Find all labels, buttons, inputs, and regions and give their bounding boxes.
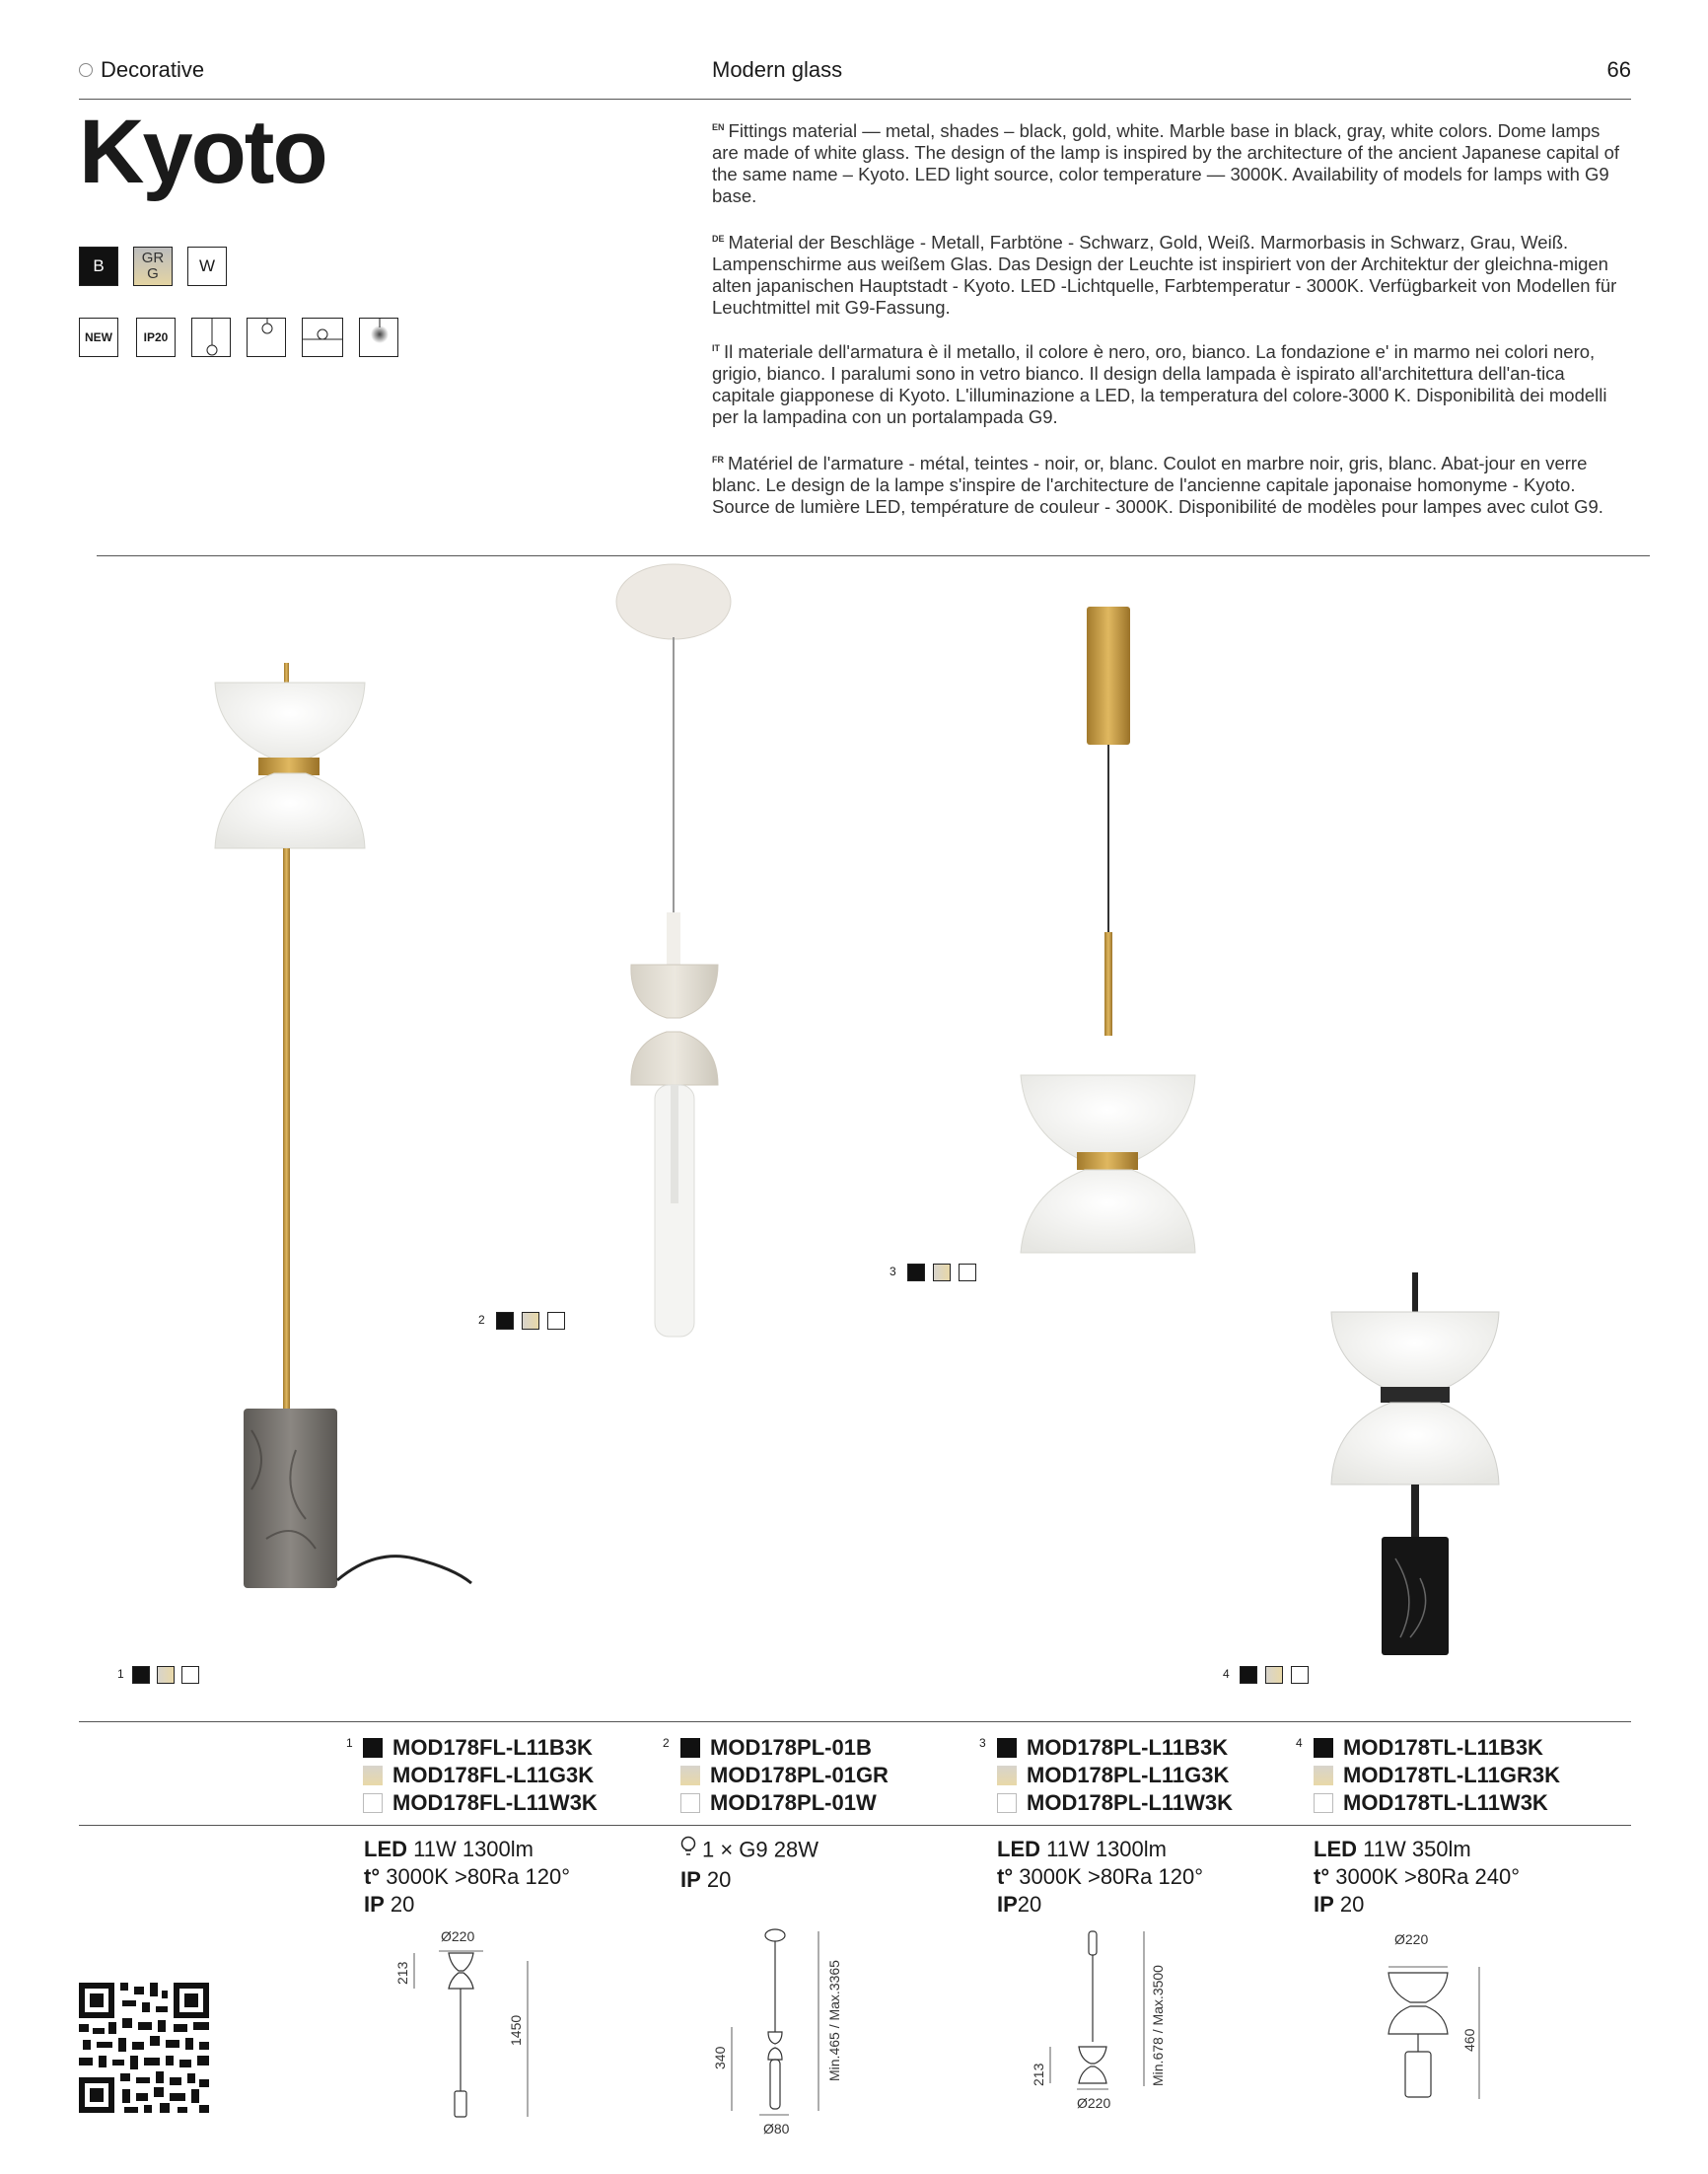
dim-label: 460 bbox=[1461, 2028, 1477, 2052]
product-1-models bbox=[363, 1734, 598, 1817]
mini-swatch-white bbox=[547, 1312, 565, 1330]
description-en: $^{EN}$ Fittings material — metal, shades – black, gold, white. Marble base in black, gray, white colors. Dome lamps are made of white glass. The design of the lamp is inspired by the architecture of the ancient Japanese capital of the same name – Kyoto. LED light source, color temperature — 3000K. Availability of models for lamps with G9 base. bbox=[712, 120, 1620, 207]
dim-label: 213 bbox=[1031, 2063, 1046, 2086]
bulb-icon bbox=[680, 1836, 696, 1866]
wall-icon bbox=[302, 318, 343, 357]
dim-label: Min.465 / Max.3365 bbox=[826, 1960, 842, 2081]
mini-swatch-black bbox=[1240, 1666, 1257, 1684]
model-code: MOD178FL-L11B3K bbox=[392, 1735, 593, 1760]
header-divider bbox=[79, 99, 1631, 100]
models-top-divider bbox=[79, 1721, 1631, 1722]
dim-label: Ø220 bbox=[1077, 2095, 1111, 2111]
pendant-glass-lamp-image bbox=[1021, 607, 1195, 1253]
photo-label-3: 3 bbox=[890, 1265, 896, 1278]
section-label bbox=[79, 57, 204, 83]
model-code: MOD178PL-01B bbox=[710, 1735, 872, 1760]
dim-label: Ø220 bbox=[441, 1928, 475, 1944]
mini-swatch-white bbox=[959, 1264, 976, 1281]
color-swatch-gray-gold: GR G bbox=[133, 247, 173, 286]
mini-swatch-gold bbox=[157, 1666, 175, 1684]
model-code: MOD178TL-L11B3K bbox=[1343, 1735, 1543, 1760]
product-4-specs: LED 11W 350lm t° 3000K >80Ra 240° IP 20 bbox=[1314, 1837, 1521, 1917]
pendant-icon bbox=[191, 318, 231, 357]
dim-label: 340 bbox=[712, 2046, 728, 2069]
model-code: MOD178FL-L11G3K bbox=[392, 1763, 595, 1787]
description-divider bbox=[97, 555, 1650, 556]
product-4-models bbox=[1314, 1734, 1560, 1817]
model-code: MOD178PL-01GR bbox=[710, 1763, 889, 1787]
mini-swatch-white bbox=[181, 1666, 199, 1684]
model-code: MOD178PL-L11G3K bbox=[1027, 1763, 1230, 1787]
page-number: 66 bbox=[1606, 57, 1631, 82]
model-code: MOD178PL-L11B3K bbox=[1027, 1735, 1229, 1760]
mini-swatch-gold bbox=[1265, 1666, 1283, 1684]
model-code: MOD178FL-L11W3K bbox=[392, 1790, 598, 1815]
page-title: Kyoto bbox=[79, 102, 326, 202]
mini-swatch-black bbox=[496, 1312, 514, 1330]
product-number-4: 4 bbox=[1296, 1736, 1303, 1750]
circle-icon bbox=[79, 63, 93, 77]
product-2-models bbox=[680, 1734, 889, 1817]
mini-swatch-gold bbox=[522, 1312, 539, 1330]
light-icon bbox=[359, 318, 398, 357]
table-lamp-image bbox=[1331, 1272, 1499, 1655]
ceiling-icon bbox=[247, 318, 286, 357]
product-number-2: 2 bbox=[663, 1736, 670, 1750]
product-number-1: 1 bbox=[346, 1736, 353, 1750]
model-code: MOD178TL-L11W3K bbox=[1343, 1790, 1548, 1815]
product-number-3: 3 bbox=[979, 1736, 986, 1750]
color-swatch-white: W bbox=[187, 247, 227, 286]
product-3-models bbox=[997, 1734, 1233, 1817]
new-badge: NEW bbox=[79, 318, 118, 357]
dimension-drawings bbox=[0, 1923, 1708, 2150]
floor-lamp-image bbox=[215, 663, 471, 1588]
model-code: MOD178PL-01W bbox=[710, 1790, 877, 1815]
photo-label-4: 4 bbox=[1223, 1667, 1230, 1681]
section-text: Decorative bbox=[101, 57, 205, 82]
collection-label: Modern glass bbox=[712, 57, 843, 82]
photo-label-1: 1 bbox=[117, 1667, 124, 1681]
mini-swatch-gold bbox=[933, 1264, 951, 1281]
pendant-stone-lamp-image bbox=[616, 564, 731, 1337]
product-2-specs: 1 × G9 28W IP 20 bbox=[680, 1837, 819, 1892]
models-bottom-divider bbox=[79, 1825, 1631, 1826]
model-code: MOD178PL-L11W3K bbox=[1027, 1790, 1234, 1815]
description-de: $^{DE}$ Material der Beschläge - Metall, Farbtöne - Schwarz, Gold, Weiß. Marmorbasis in Schwarz, Grau, Weiß. Lampenschirme aus weißem Glas. Das Design der Leuchte ist inspiriert von der Architektur der gleichna-migen alten japanischen Hauptstadt - Kyoto. LED -Lichtquelle, Farbtemperatur - 3000K. Verfügbarkeit von Modellen für Leuchtmittel mit G9-Fassung. bbox=[712, 232, 1617, 319]
color-swatch-black: B bbox=[79, 247, 118, 286]
ip20-badge: IP20 bbox=[136, 318, 176, 357]
product-1-specs: LED 11W 1300lm t° 3000K >80Ra 120° IP 20 bbox=[364, 1837, 571, 1917]
dim-label: Ø80 bbox=[763, 2121, 790, 2137]
description-fr: $^{FR}$ Matériel de l'armature - métal, teintes - noir, or, blanc. Coulot en marbre noir, gris, blanc. Abat-jour en verre blanc. Le design de la lampe s'inspire de l'architecture de l'ancienne capitale japonaise homonyme - Kyoto. Source de lumière LED, température de couleur - 3000K. Disponibilité de modèles pour lampes avec culot G9. bbox=[712, 453, 1603, 518]
qr-code[interactable] bbox=[79, 1983, 209, 2113]
model-code: MOD178TL-L11GR3K bbox=[1343, 1763, 1561, 1787]
dim-label: Min.678 / Max.3500 bbox=[1150, 1965, 1166, 2086]
mini-swatch-white bbox=[1291, 1666, 1309, 1684]
dim-label: Ø220 bbox=[1394, 1931, 1429, 1947]
mini-swatch-black bbox=[907, 1264, 925, 1281]
mini-swatch-black bbox=[132, 1666, 150, 1684]
description-it: $^{IT}$ Il materiale dell'armatura è il metallo, il colore è nero, oro, bianco. La fondazione e' in marmo nei colori nero, grigio, bianco. I paralumi sono in vetro bianco. Il design della lampada è ispirato all'architettura dell'an-tica capitale giapponese di Kyoto. L'illuminazione a LED, la temperatura del colore-3000 K. Disponibilità dei modelli per la lampadina con un portalampada G9. bbox=[712, 341, 1607, 428]
product-3-specs: LED 11W 1300lm t° 3000K >80Ra 120° IP20 bbox=[997, 1837, 1204, 1917]
product-photos bbox=[0, 562, 1708, 1706]
dim-label: 213 bbox=[394, 1961, 410, 1985]
dim-label: 1450 bbox=[508, 2014, 524, 2046]
photo-label-2: 2 bbox=[478, 1313, 485, 1327]
